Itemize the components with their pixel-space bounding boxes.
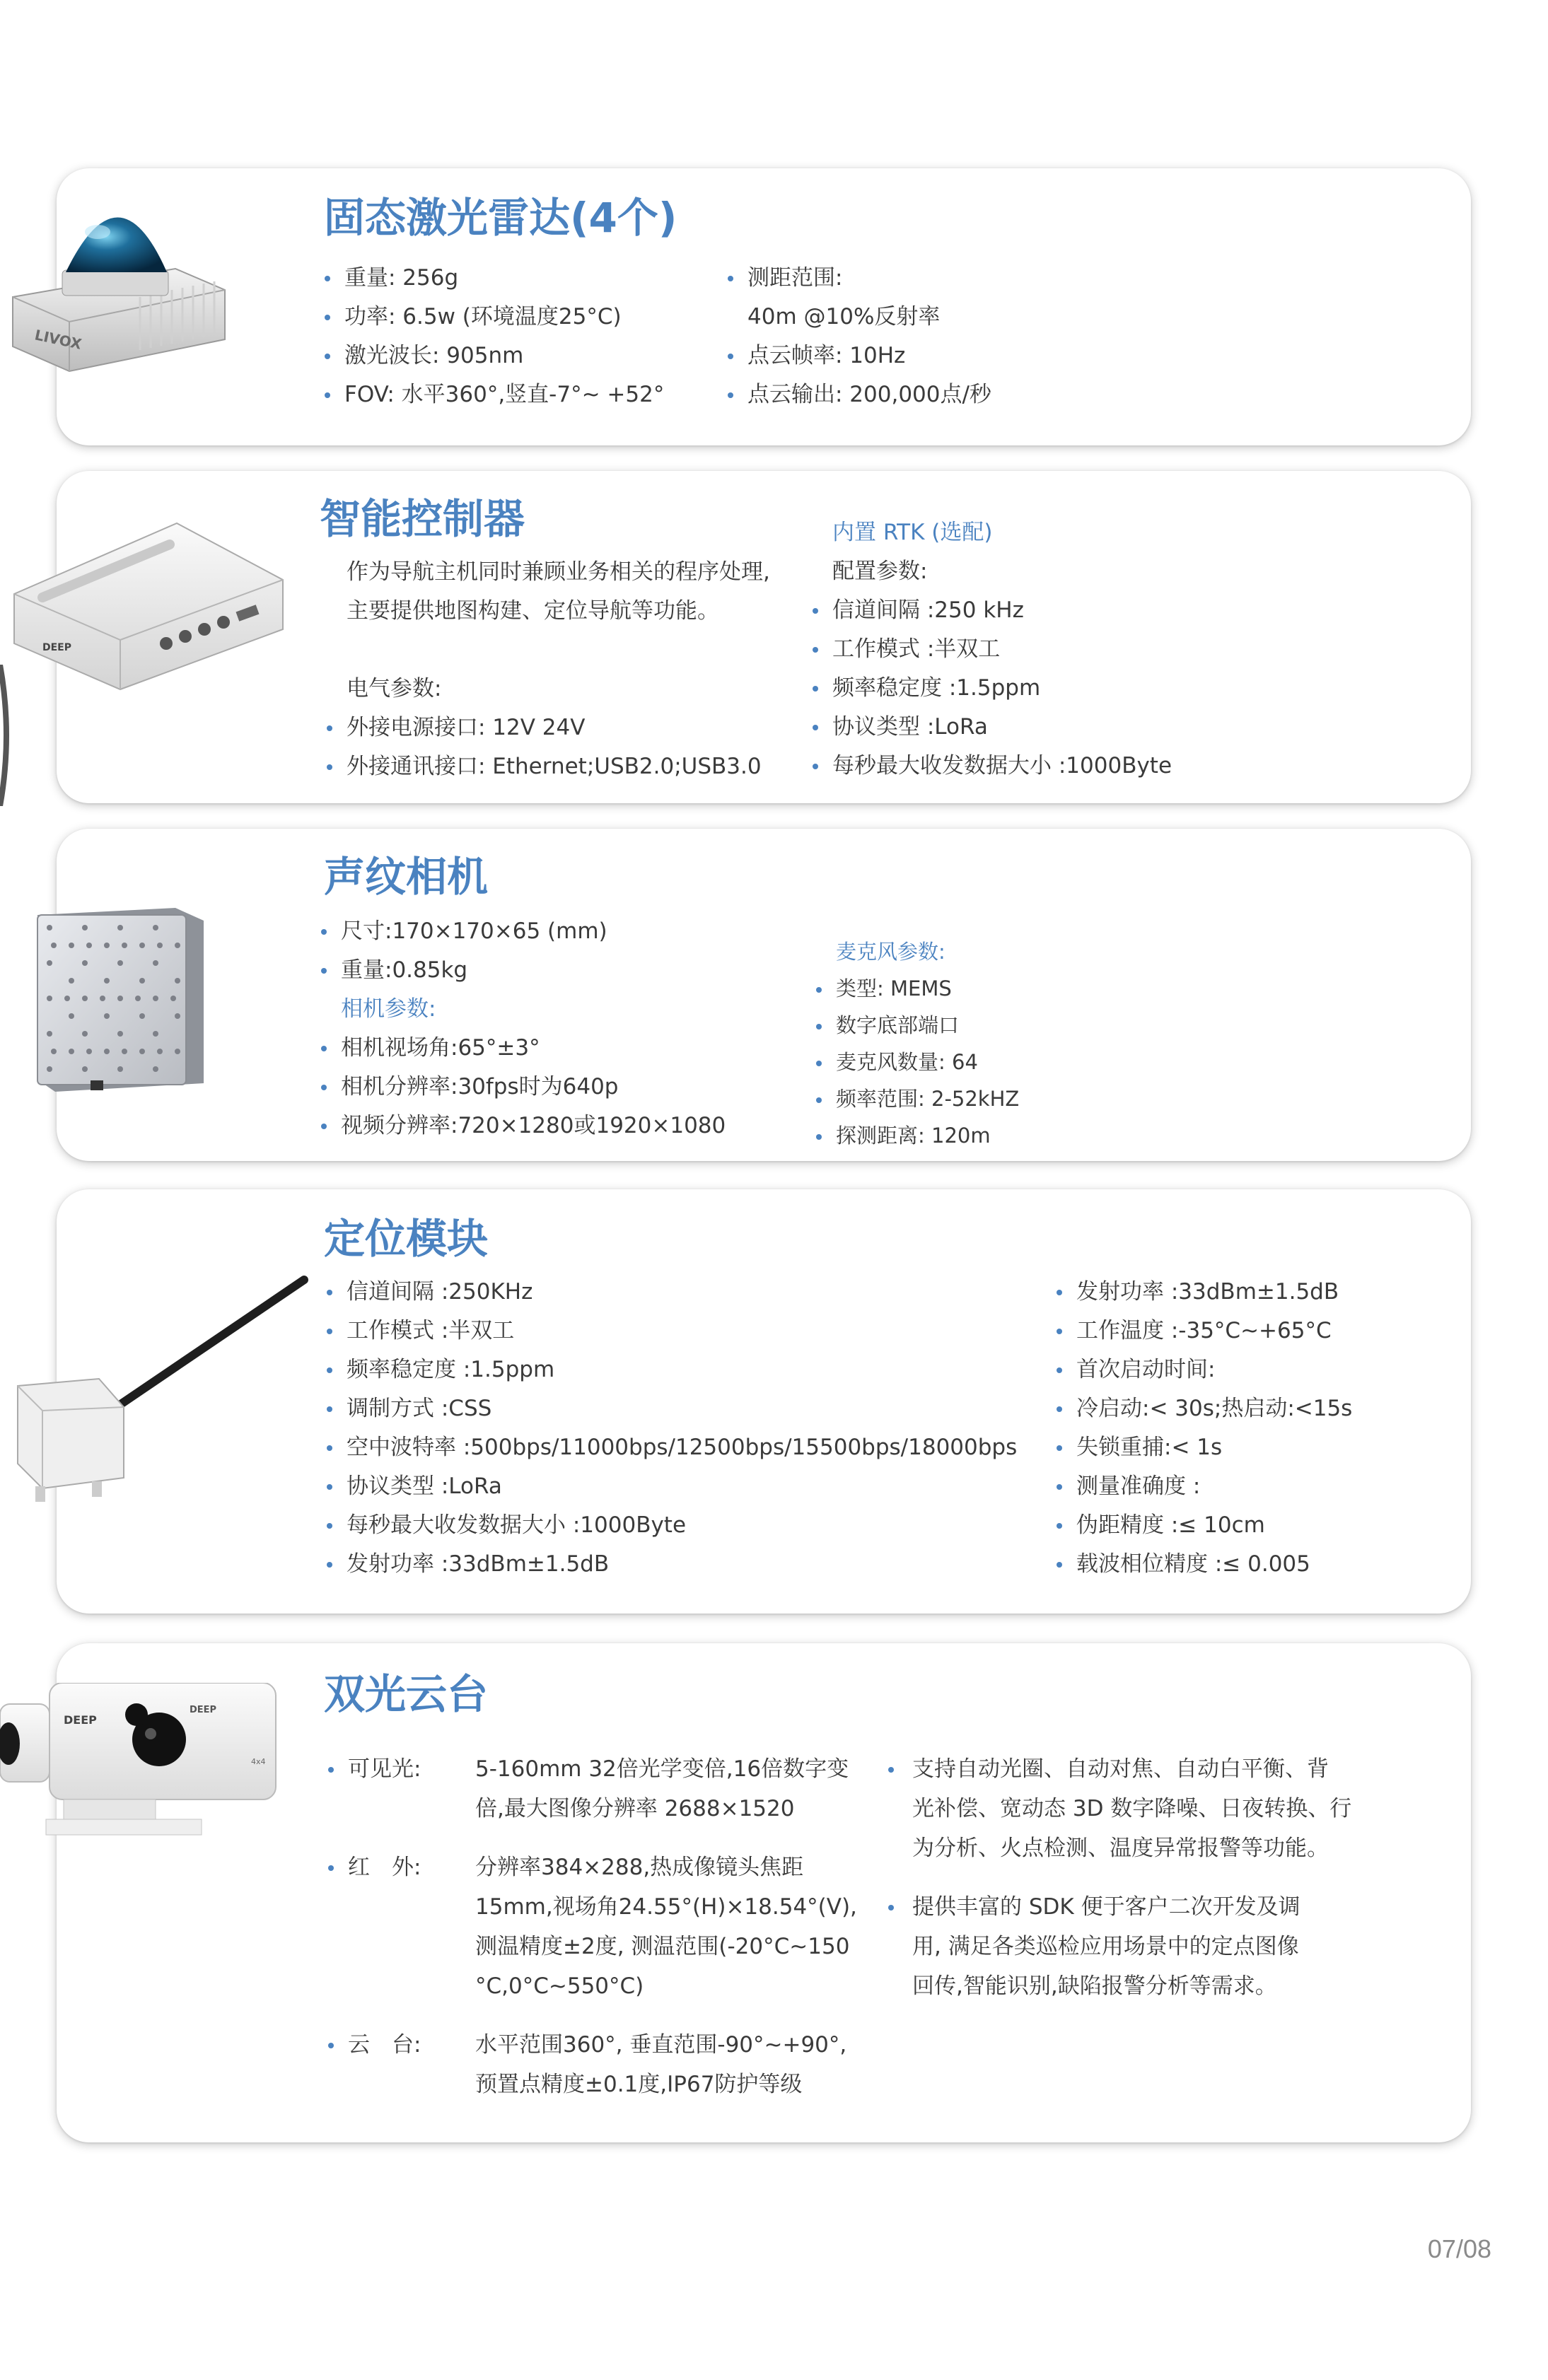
list-item: 支持自动光圈、自动对焦、自动白平衡、背 光补偿、宽动态 3D 数字降噪、日夜转换、行 为分析、火点检测、温度异常报警等功能。 xyxy=(884,1749,1407,1868)
list-item: 协议类型 :LoRa xyxy=(324,1467,1017,1506)
list-item: 重量:0.85kg xyxy=(318,951,726,990)
list-item: 相机视场角:65°±3° xyxy=(318,1029,726,1068)
lidar-title: 固态激光雷达(4个) xyxy=(324,194,677,242)
list-item: 工作温度 :-35°C~+65°C xyxy=(1054,1312,1352,1351)
mic-hole xyxy=(47,1031,52,1037)
list-item: 伪距精度 :≤ 10cm xyxy=(1054,1506,1352,1545)
list-item: 测距范围: xyxy=(725,259,991,298)
cam-label: 相机参数: xyxy=(341,996,436,1022)
list-item: 频率范围: 2-52kHZ xyxy=(813,1080,1019,1117)
controller-desc-line: 主要提供地图构建、定位导航等功能。 xyxy=(347,598,719,624)
list-item: 外接通讯接口: Ethernet;USB2.0;USB3.0 xyxy=(324,747,770,786)
acoustic-left-list xyxy=(318,912,726,1145)
list-item: 外接电源接口: 12V 24V xyxy=(324,708,770,747)
mic-hole xyxy=(104,978,110,984)
list-item: 视频分辨率:720×1280或1920×1080 xyxy=(318,1107,726,1145)
mic-hole xyxy=(51,943,57,948)
acoustic-card xyxy=(57,829,1471,1161)
mic-hole xyxy=(175,978,180,984)
positioning-right-list xyxy=(1054,1273,1352,1584)
mic-hole xyxy=(86,1049,92,1054)
svg-text:DEEP: DEEP xyxy=(42,642,72,653)
list-item: 失锁重捕:< 1s xyxy=(1054,1428,1352,1467)
mic-hole xyxy=(69,943,74,948)
mic-hole xyxy=(104,1013,110,1019)
mic-hole xyxy=(139,1049,145,1054)
acoustic-right-list xyxy=(813,933,1019,1154)
range-value: 40m @10%反射率 xyxy=(747,304,941,329)
list-item: 工作模式 :半双工 xyxy=(324,1312,1017,1351)
mic-hole xyxy=(153,1066,158,1072)
mic-hole xyxy=(104,1049,110,1054)
list-item: 类型: MEMS xyxy=(813,970,1019,1007)
mic-hole xyxy=(175,1013,180,1019)
mic-hole xyxy=(153,960,158,966)
list-item: 功率: 6.5w (环境温度25°C) xyxy=(322,298,664,337)
spec-value: 水平范围360°, 垂直范围-90°~+90°, 预置点精度±0.1度,IP67防护等级 xyxy=(475,2032,847,2097)
lidar-product-image xyxy=(6,191,232,389)
list-item: 测量准确度 : xyxy=(1054,1467,1352,1506)
spec-key: 红 外: xyxy=(348,1855,421,1880)
list-item: 频率稳定度 :1.5ppm xyxy=(810,669,1172,708)
list-item xyxy=(325,1749,863,1828)
mic-hole xyxy=(135,996,141,1001)
list-item: 协议类型 :LoRa xyxy=(810,708,1172,747)
mic-hole xyxy=(82,1031,88,1037)
mic-hole xyxy=(117,1066,123,1072)
positioning-module-product-image xyxy=(7,1266,318,1534)
list-item: 提供丰富的 SDK 便于客户二次开发及调 用, 满足各类巡检应用场景中的定点图像 回传,智能识别,缺陷报警分析等需求。 xyxy=(884,1887,1407,2006)
list-item: 空中波特率 :500bps/11000bps/12500bps/15500bps/18000bps xyxy=(324,1428,1017,1467)
mic-hole xyxy=(69,1049,74,1054)
mic-label: 麦克风参数: xyxy=(836,940,945,964)
page-number: 07/08 xyxy=(1427,2234,1491,2263)
mic-hole xyxy=(64,996,70,1001)
list-item: 点云输出: 200,000点/秒 xyxy=(725,375,991,414)
mic-hole xyxy=(117,1031,123,1037)
mic-hole xyxy=(157,1049,163,1054)
mic-hole xyxy=(82,996,88,1001)
lidar-logo: LIVOX xyxy=(33,326,83,353)
list-item: 频率稳定度 :1.5ppm xyxy=(324,1351,1017,1389)
spec-key: 云 台: xyxy=(348,2032,421,2058)
positioning-left-list xyxy=(324,1273,1017,1584)
list-item: 发射功率 :33dBm±1.5dB xyxy=(1054,1273,1352,1312)
mic-hole xyxy=(100,996,105,1001)
lidar-right-list xyxy=(725,259,991,414)
list-item: 信道间隔 :250KHz xyxy=(324,1273,1017,1312)
mic-hole xyxy=(82,1066,88,1072)
mic-hole xyxy=(175,943,180,948)
mic-hole xyxy=(153,996,158,1001)
mic-hole xyxy=(117,960,123,966)
mic-hole xyxy=(47,996,52,1001)
controller-left-list xyxy=(324,553,770,786)
svg-text:DEEP: DEEP xyxy=(64,1713,97,1727)
mic-hole xyxy=(153,1031,158,1037)
list-item: 尺寸:170×170×65 (mm) xyxy=(318,912,726,951)
acoustic-title: 声纹相机 xyxy=(324,853,489,901)
ptz-feature-list xyxy=(884,1749,1407,2006)
list-item: 调制方式 :CSS xyxy=(324,1389,1017,1428)
mic-hole xyxy=(139,943,145,948)
mic-hole xyxy=(104,943,110,948)
list-item: 首次启动时间: xyxy=(1054,1351,1352,1389)
mic-hole xyxy=(175,1049,180,1054)
mic-hole xyxy=(82,960,88,966)
list-item: 数字底部端口 xyxy=(813,1007,1019,1044)
list-item: 探测距离: 120m xyxy=(813,1117,1019,1154)
mic-hole xyxy=(139,1013,145,1019)
ptz-camera-product-image xyxy=(0,1683,283,1853)
lidar-left-list xyxy=(322,259,664,414)
mic-hole xyxy=(122,1049,127,1054)
acoustic-camera-product-image xyxy=(34,906,211,1094)
spec-value: 5-160mm 32倍光学变倍,16倍数字变 倍,最大图像分辨率 2688×1520 xyxy=(475,1756,849,1821)
mic-hole xyxy=(122,943,127,948)
list-item xyxy=(325,2025,863,2104)
mic-hole xyxy=(47,925,52,931)
list-item: 每秒最大收发数据大小 :1000Byte xyxy=(810,747,1172,786)
list-item: 重量: 256g xyxy=(322,259,664,298)
mic-hole xyxy=(117,996,123,1001)
mic-hole xyxy=(47,1066,52,1072)
controller-product-image xyxy=(0,509,297,693)
positioning-title: 定位模块 xyxy=(324,1215,489,1263)
spec-value: 分辨率384×288,热成像镜头焦距 15mm,视场角24.55°(H)×18.54°(V), 测温精度±2度, 测温范围(-20°C~150 °C,0°C~550°C) xyxy=(475,1855,857,1999)
mic-hole xyxy=(47,960,52,966)
list-item: 信道间隔 :250 kHz xyxy=(810,591,1172,630)
mic-hole xyxy=(117,925,123,931)
controller-right-list xyxy=(810,513,1172,786)
cable-edge-image xyxy=(0,665,13,806)
ptz-title: 双光云台 xyxy=(324,1670,489,1718)
config-label: 配置参数: xyxy=(832,559,928,584)
svg-text:DEEP: DEEP xyxy=(190,1705,217,1715)
mic-hole xyxy=(69,978,74,984)
ptz-spec-list xyxy=(325,1749,863,2104)
mic-hole xyxy=(82,925,88,931)
list-item: 发射功率 :33dBm±1.5dB xyxy=(324,1545,1017,1584)
list-item: 激光波长: 905nm xyxy=(322,337,664,375)
elec-label: 电气参数: xyxy=(347,676,442,701)
mic-hole xyxy=(157,943,163,948)
mic-hole xyxy=(153,925,158,931)
spec-key: 可见光: xyxy=(348,1756,421,1782)
controller-title: 智能控制器 xyxy=(320,495,525,543)
list-item: 相机分辨率:30fps时为640p xyxy=(318,1068,726,1107)
controller-desc-line: 作为导航主机同时兼顾业务相关的程序处理, xyxy=(347,559,770,585)
list-item: 冷启动:< 30s;热启动:<15s xyxy=(1054,1389,1352,1428)
list-item xyxy=(325,1848,863,2006)
rtk-label: 内置 RTK (选配) xyxy=(832,520,993,545)
list-item: 工作模式 :半双工 xyxy=(810,630,1172,669)
mic-hole xyxy=(139,978,145,984)
list-item: FOV: 水平360°,竖直-7°~ +52° xyxy=(322,375,664,414)
mic-hole xyxy=(170,996,176,1001)
mic-hole xyxy=(86,943,92,948)
svg-text:4x4: 4x4 xyxy=(251,1757,266,1766)
list-item: 载波相位精度 :≤ 0.005 xyxy=(1054,1545,1352,1584)
mic-hole xyxy=(69,1013,74,1019)
list-item: 麦克风数量: 64 xyxy=(813,1044,1019,1080)
list-item: 点云帧率: 10Hz xyxy=(725,337,991,375)
mic-hole xyxy=(51,1049,57,1054)
list-item: 每秒最大收发数据大小 :1000Byte xyxy=(324,1506,1017,1545)
